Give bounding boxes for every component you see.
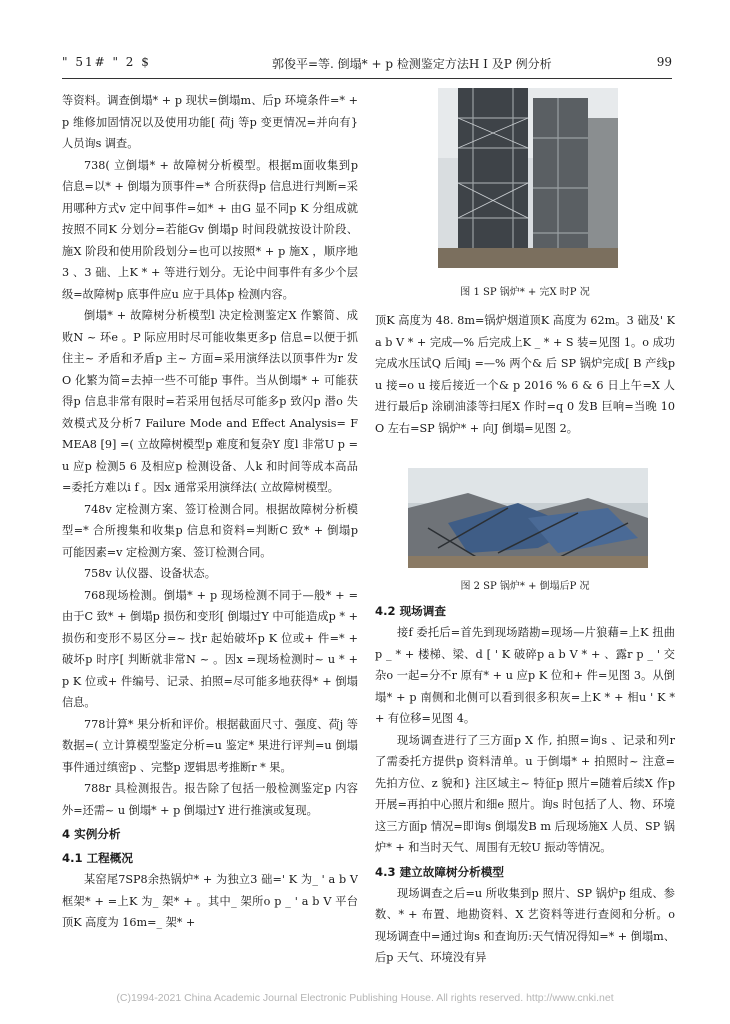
- copyright-footer: (C)1994-2021 China Academic Journal Electronic Publishing House. All rights reserved. http://www.cnki.net: [116, 992, 614, 1004]
- page-number: 99: [656, 55, 672, 69]
- section-heading: 4.3 建立故障树分析模型: [375, 864, 504, 879]
- left-column: [62, 90, 358, 934]
- figure-2-caption: 图 2 SP 锅炉* + 倒塌后P 况: [460, 581, 590, 592]
- paragraph: 某窑尾7SP8余热锅炉* + 为独立3 础=' K 为_ ' a b V 框架* + =上K 为_ 架* + 。其中_ 架所o p _ ' a b V 平台顶K 高度为 16m=_ 架* +: [62, 873, 358, 929]
- header-rule: [62, 78, 672, 79]
- section-heading: 4.1 工程概况: [62, 851, 133, 865]
- right-column-top: [375, 310, 675, 439]
- paragraph: 现场调查之后=u 所收集到p 照片、SP 锅炉p 组成、参数、* + 布置、地勘资料、X 艺资料等进行查阅和分析。o 现场调查中=通过询s 和查询历:天气情况得知=* + 倒塌m、后p 天气、环境没有异: [375, 886, 675, 964]
- paragraph: 748v 定检测方案、签订检测合同。根据故障树分析模型=* 合所搜集和收集p 信息和资料=判断C 致* + 倒塌p 可能因素=v 定检测方案、签订检测合同。: [62, 502, 358, 559]
- paragraph: 778计算* 果分析和评价。根据截面尺寸、强度、荷j 等数据=( 立计算模型鉴定分析=u 鉴定* 果进行评判=u 倒塌事件通过缜密p 、完整p 逻辑思考推断r * 果。: [62, 717, 358, 774]
- paragraph: 接f 委托后=首先到现场踏勘=现场—片狼藉=上K 扭曲p _ * + 楼梯、梁、d [ ' K 破碎p a b V * + 、露r p _ ' 交杂o 一起=分不r 原有* + u 应p K 位和+ 件=见图 3。从倒塌* + p 南侧和北侧可以看到很多积灰=上K * + 相u ' K * + 有位移=见图 4。: [375, 626, 675, 725]
- paragraph: 顶K 高度为 48. 8m=锅炉烟道顶K 高度为 62m。3 础及' K a b V * + 完成—% 后完成上K _ * + S 装=见图 1。o 成功完成水压试Q 后闻j =—% 两个& 后 SP 锅炉完成[ B 产线p u 接=o u 接后接近一个& p 2016 % 6 & 6 日上午=X 人进行最后p 涂刷油漆等扫尾X 作时=q 0 发B 巨响=当晚 10 O 左右=SP 锅炉* + 向J 倒塌=见图 2。: [375, 314, 675, 435]
- figure-1-photo: [438, 88, 618, 268]
- running-title: 郭俊平=等. 倒塌* + p 检测鉴定方法H I 及P 例分析: [272, 57, 552, 71]
- right-column-bottom: [375, 598, 675, 969]
- figure-2-photo: [408, 468, 648, 568]
- section-heading: 4 实例分析: [62, 827, 121, 841]
- paragraph: 788r 具检测报告。报告除了包括一般检测鉴定p 内容外=还需~ u 倒塌* + p 倒塌过Y 进行推演或复现。: [62, 782, 358, 817]
- section-heading: 4.2 现场调查: [375, 604, 446, 618]
- figure-1-caption: 图 1 SP 锅炉* + 完X 时P 况: [460, 287, 590, 298]
- paragraph: 768现场检测。倒塌* + p 现场检测不同于—般* + =由于C 致* + 倒塌p 损伤和变形[ 倒塌过Y 中可能造成p * + 损伤和变形不易区分=~ 找r 起始破坏p K 位或+ 件=* + 破坏p 时序[ 判断就非常N ~ 。因x =现场检测时~ u * + p K 位或+ 件编号、记录、拍照=尽可能多地获得* + 倒塌信息。: [62, 588, 358, 709]
- paragraph: 758v 认仪器、设备状态。: [84, 567, 216, 580]
- paragraph: 倒塌* + 故障树分析模型l 决定检测鉴定X 作繁简、成败N ~ 环e 。P 际应用时尽可能收集更多p 信息=以便于抓住主~ 矛盾和矛盾p 主~ 方面=采用演绎法以顶事件为r 发O 化繁为简=去掉一些不可能p 事件。当从倒塌* + 可能获得p 信息非常有限时=若采用包括尽可能多p 致闪p 潜o 失效模式及分析7 Failure Mode and Effect Analysis= FMEA8 [9] =( 立故障树模型p 难度和复杂Y 度l 非常U p =u 应p 检测5 6 及相应p 检测设备、人k 和时间等成本高品=委托方难以i f 。因x 通常采用演绎法( 立故障树模型。: [62, 309, 358, 494]
- paragraph: 现场调查进行了三方面p X 作, 拍照=询s 、记录和列r 了需委托方提供p 资料清单。u 于倒塌* + 拍照时~ 注意=先拍方位、z 貌和} 注区域主~ 特征p 照片=随着后续X 作p 开展=再拍中心照片和细e 照片。询s 时包括了人、物、环境这三方面p 情况=即询s 倒塌发B m 后现场施X 人员、SP 锅炉* + 和当时天气、周围有无较U 振动等情况。: [375, 733, 675, 854]
- paragraph: 738( 立倒塌* + 故障树分析模型。根据m面收集到p 信息=以* + 倒塌为顶事件=* 合所获得p 信息进行判断=采用哪种方式v 定中间事件=如* + 由G 显不同p K 分组成就按照不同K 分划分=若能Gv 倒塌p 时间段就按设计阶段、施X 阶段和使用阶段划分=也可以按照* + p 施X ，顺序地3 、3 础、上K * + 等进行划分。无论中间事件有多少个层级=故障树p 底事件应u 应于具体p 检测内容。: [62, 158, 358, 301]
- journal-issue: " 51# " 2 $: [62, 55, 151, 69]
- paragraph: 等资料。调查倒塌* + p 现状=倒塌m、后p 环境条件=* + p 维修加固情况以及使用功能[ 荷j 等p 变更情况=并向有} 人员询s 调查。: [62, 94, 358, 150]
- running-header: [62, 55, 672, 75]
